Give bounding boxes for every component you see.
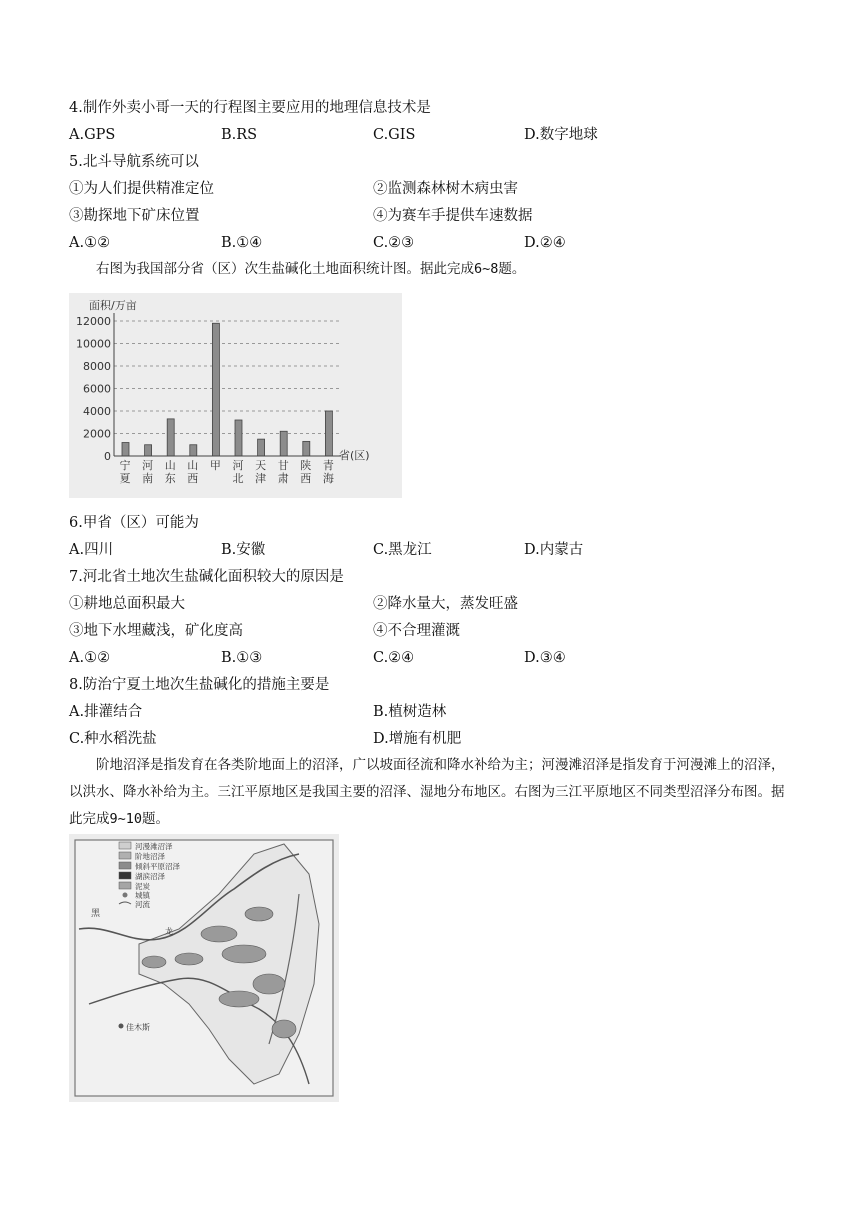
chart-y-ticks (76, 315, 111, 463)
chart-x-tick-label: 天津 (255, 459, 267, 485)
q7-stem: 7.河北省土地次生盐碱化面积较大的原因是 (69, 569, 344, 585)
chart-x-axis-label: 省(区) (339, 449, 370, 462)
chart-bar-5 (212, 323, 219, 456)
chart-y-tick-label: 4000 (83, 405, 111, 418)
salinization-chart (69, 293, 402, 498)
q6-option-a: A.四川 (69, 542, 114, 558)
q4-option-d: D.数字地球 (524, 127, 598, 143)
chart-x-tick-label: 宁夏 (119, 459, 131, 485)
q6-option-b: B.安徽 (221, 542, 266, 558)
chart-x-tick-label: 甘肃 (277, 459, 289, 485)
q5-option-b: B.①④ (221, 235, 263, 251)
chart-y-tick-label: 6000 (83, 382, 111, 396)
q7-option-a: A.①② (69, 650, 111, 666)
q5-item-3: ③勘探地下矿床位置 (69, 208, 200, 224)
chart-y-tick-label: 2000 (83, 427, 111, 441)
marsh-distribution-map (69, 834, 339, 1102)
chart-x-ticks (120, 458, 334, 485)
q5-option-c: C.②③ (373, 235, 415, 251)
legend-sloping-plain-marsh: 倾斜平原沼泽 (135, 862, 180, 871)
chart-bar-10 (325, 411, 332, 456)
q7-item-2: ②降水量大，蒸发旺盛 (373, 596, 518, 612)
chart-y-tick-label: 8000 (83, 360, 111, 373)
chart-y-tick-label: 12000 (76, 315, 111, 328)
chart-svg (69, 293, 402, 498)
legend-river: 河流 (135, 900, 150, 909)
marsh-patch (175, 953, 203, 965)
legend-peat: 泥炭 (135, 882, 150, 891)
marsh-patch (142, 956, 166, 968)
chart-x-tick-label: 甲 (209, 459, 221, 472)
q8-option-d: D.增施有机肥 (373, 731, 462, 747)
chart-bar-3 (167, 419, 174, 456)
q4-stem: 4.制作外卖小哥一天的行程图主要应用的地理信息技术是 (69, 100, 431, 116)
q8-option-c: C.种水稻洗盐 (69, 731, 157, 747)
chart-bar-7 (258, 439, 265, 456)
q5-option-d: D.②④ (524, 235, 566, 251)
chart-y-tick-label: 0 (104, 450, 111, 463)
q8-option-b: B.植树造林 (373, 704, 447, 720)
legend-swatch (119, 872, 131, 879)
chart-y-tick-label: 10000 (76, 337, 111, 351)
chart-gridlines (114, 321, 340, 434)
marsh-patch (222, 945, 266, 963)
marsh-patch (219, 991, 259, 1007)
map-label-jiamusi: 佳木斯 (126, 1023, 150, 1032)
chart-x-tick-label: 山西 (187, 459, 199, 485)
legend-swatch (119, 842, 131, 849)
map-svg (69, 834, 339, 1102)
chart-x-tick-label: 山东 (164, 459, 176, 485)
q5-item-2: ②监测森林树木病虫害 (373, 181, 518, 197)
chart-x-tick-label: 河南 (142, 459, 154, 485)
q5-stem: 5.北斗导航系统可以 (69, 154, 199, 170)
chart-x-tick-label: 陕西 (300, 459, 312, 485)
q6-stem: 6.甲省（区）可能为 (69, 515, 199, 531)
chart-bar-1 (122, 443, 129, 457)
q7-option-c: C.②④ (373, 650, 415, 666)
legend-city-symbol (123, 893, 128, 898)
chart-bar-6 (235, 420, 242, 456)
chart-bar-2 (145, 445, 152, 456)
q6-option-d: D.内蒙古 (524, 542, 584, 558)
legend-floodplain-marsh: 河漫滩沼泽 (135, 842, 173, 851)
q7-option-d: D.③④ (524, 650, 566, 666)
marsh-patch (201, 926, 237, 942)
chart-x-tick-label: 河北 (232, 459, 244, 485)
legend-swatch (119, 852, 131, 859)
q7-option-b: B.①③ (221, 650, 263, 666)
map-label-hei: 黑 (91, 909, 101, 919)
legend-swatch (119, 862, 131, 869)
q4-option-c: C.GIS (373, 127, 416, 143)
marsh-patch (272, 1020, 296, 1038)
marsh-patch (253, 974, 285, 994)
q5-option-a: A.①② (69, 235, 111, 251)
q7-item-3: ③地下水埋藏浅，矿化度高 (69, 623, 243, 639)
chart-bar-8 (280, 431, 287, 456)
q6-option-c: C.黑龙江 (373, 542, 432, 558)
chart-bar-4 (190, 445, 197, 456)
legend-city: 城镇 (135, 891, 150, 900)
q4-option-a: A.GPS (69, 127, 116, 143)
q4-option-b: B.RS (221, 127, 258, 143)
legend-lakeside-marsh: 湖滨沼泽 (135, 872, 165, 881)
chart-x-tick-label: 青海 (322, 459, 334, 485)
q5-item-1: ①为人们提供精准定位 (69, 181, 214, 197)
q7-item-1: ①耕地总面积最大 (69, 596, 185, 612)
q5-item-4: ④为赛车手提供车速数据 (373, 208, 533, 224)
q7-item-4: ④不合理灌溉 (373, 623, 460, 639)
intro-6-8: 右图为我国部分省（区）次生盐碱化土地面积统计图。据此完成6~8题。 (96, 261, 526, 277)
q8-option-a: A.排灌结合 (69, 704, 143, 720)
marsh-patch (245, 907, 273, 921)
q8-stem: 8.防治宁夏土地次生盐碱化的措施主要是 (69, 677, 330, 693)
chart-bar-9 (303, 441, 310, 456)
legend-terrace-marsh: 阶地沼泽 (135, 852, 165, 861)
chart-y-axis-label: 面积/万亩 (89, 299, 137, 312)
city-marker (119, 1024, 124, 1029)
legend-swatch (119, 882, 131, 889)
intro-9-10: 阶地沼泽是指发育在各类阶地面上的沼泽，广以坡面径流和降水补给为主；河漫滩沼泽是指发育于河漫滩上的沼泽，以洪水、降水补给为主。三江平原地区是我国主要的沼泽、湿地分布地区。右图为三江平原地区不同类型沼泽分布图。据此完成9~10题。 (69, 757, 785, 827)
map-label-long: 龙 (165, 927, 173, 936)
